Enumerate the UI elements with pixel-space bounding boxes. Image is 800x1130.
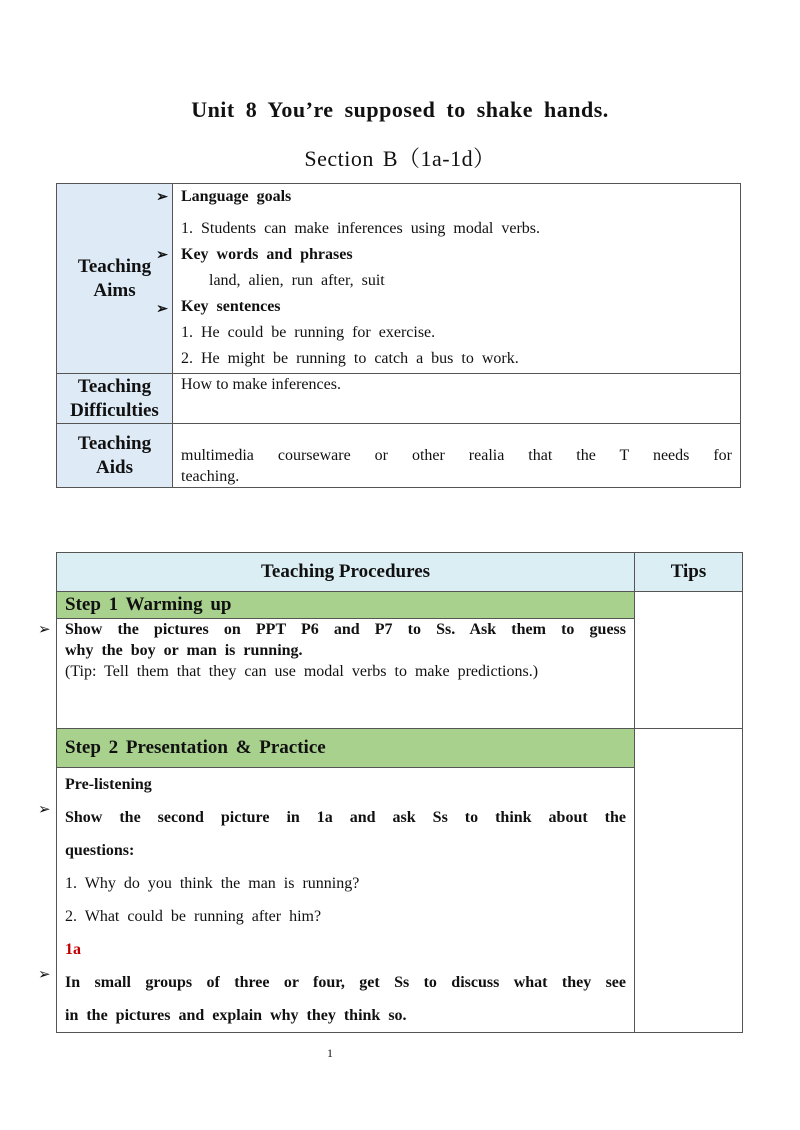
key-sentences-heading: Key sentences bbox=[181, 298, 281, 315]
step1-tip-text: (Tip: Tell them that they can use modal verbs to make predictions.) bbox=[65, 663, 539, 680]
aids-label-line2: Aids bbox=[96, 456, 133, 478]
aids-text-line1: multimedia courseware or other realia that the T needs for bbox=[181, 447, 732, 464]
teaching-procedures-table bbox=[56, 552, 743, 1033]
key-sentence-item: 1. He could be running for exercise. bbox=[181, 324, 436, 341]
difficulties-text: How to make inferences. bbox=[181, 376, 341, 393]
step2-tips-cell bbox=[635, 729, 743, 1033]
difficulties-row bbox=[57, 374, 741, 424]
key-sentence-item: 2. He might be running to catch a bus to work. bbox=[181, 350, 519, 367]
pre-listening-label: Pre-listening bbox=[65, 776, 152, 793]
step1-title: Step 1 Warming up bbox=[57, 592, 635, 619]
procedures-header: Teaching Procedures bbox=[57, 553, 635, 592]
question-2: 2. What could be running after him? bbox=[65, 908, 322, 925]
task-line2: in the pictures and explain why they think so. bbox=[65, 1007, 407, 1024]
aims-row bbox=[57, 184, 741, 374]
arrowhead-bullet-icon: ➢ bbox=[156, 302, 168, 317]
difficulties-label-line1: Teaching bbox=[77, 375, 152, 397]
teaching-aims-table bbox=[56, 183, 741, 488]
step1-content bbox=[57, 619, 635, 729]
aids-label-cell bbox=[57, 424, 173, 488]
tips-header: Tips bbox=[635, 553, 743, 592]
document-subtitle: Section B（1a-1d） bbox=[304, 146, 496, 171]
page-number: 1 bbox=[327, 1046, 333, 1060]
difficulties-content-cell bbox=[173, 374, 741, 424]
step2-content bbox=[57, 768, 635, 1033]
aims-label-line2: Aims bbox=[93, 279, 136, 301]
aims-label-cell bbox=[57, 184, 173, 374]
activity-1a-label: 1a bbox=[65, 941, 81, 958]
key-words-text: land, alien, run after, suit bbox=[209, 272, 385, 289]
step1-line1: Show the pictures on PPT P6 and P7 to Ss. Ask them to guess bbox=[65, 621, 626, 638]
arrowhead-bullet-icon: ➢ bbox=[38, 802, 51, 818]
aims-content-cell bbox=[173, 184, 741, 374]
aims-label-line1: Teaching bbox=[77, 255, 152, 277]
arrowhead-bullet-icon: ➢ bbox=[156, 248, 168, 263]
procedures-header-row bbox=[57, 553, 743, 592]
arrowhead-bullet-icon: ➢ bbox=[156, 190, 168, 205]
aids-row bbox=[57, 424, 741, 488]
document-title: Unit 8 You’re supposed to shake hands. bbox=[191, 97, 609, 122]
aids-content-cell bbox=[173, 424, 741, 488]
aids-text-line2: teaching. bbox=[181, 468, 240, 485]
arrowhead-bullet-icon: ➢ bbox=[38, 967, 51, 983]
step1-title-row bbox=[57, 592, 743, 619]
aids-label-line1: Teaching bbox=[77, 432, 152, 454]
step1-line2: why the boy or man is running. bbox=[65, 642, 303, 659]
arrowhead-bullet-icon: ➢ bbox=[38, 622, 51, 638]
difficulties-label-line2: Difficulties bbox=[70, 399, 159, 421]
task-line1: In small groups of three or four, get Ss to discuss what they see bbox=[65, 974, 626, 991]
language-goal-item: 1. Students can make inferences using modal verbs. bbox=[181, 220, 541, 237]
question-intro-line1: Show the second picture in 1a and ask Ss to think about the bbox=[65, 809, 626, 826]
language-goals-heading: Language goals bbox=[181, 188, 292, 205]
step1-instruction bbox=[65, 619, 626, 661]
step2-title: Step 2 Presentation & Practice bbox=[57, 729, 635, 768]
step2-title-row bbox=[57, 729, 743, 768]
step1-tips-cell bbox=[635, 592, 743, 729]
difficulties-label-cell bbox=[57, 374, 173, 424]
question-1: 1. Why do you think the man is running? bbox=[65, 875, 360, 892]
question-intro-line2: questions: bbox=[65, 842, 135, 859]
key-words-heading: Key words and phrases bbox=[181, 246, 353, 263]
